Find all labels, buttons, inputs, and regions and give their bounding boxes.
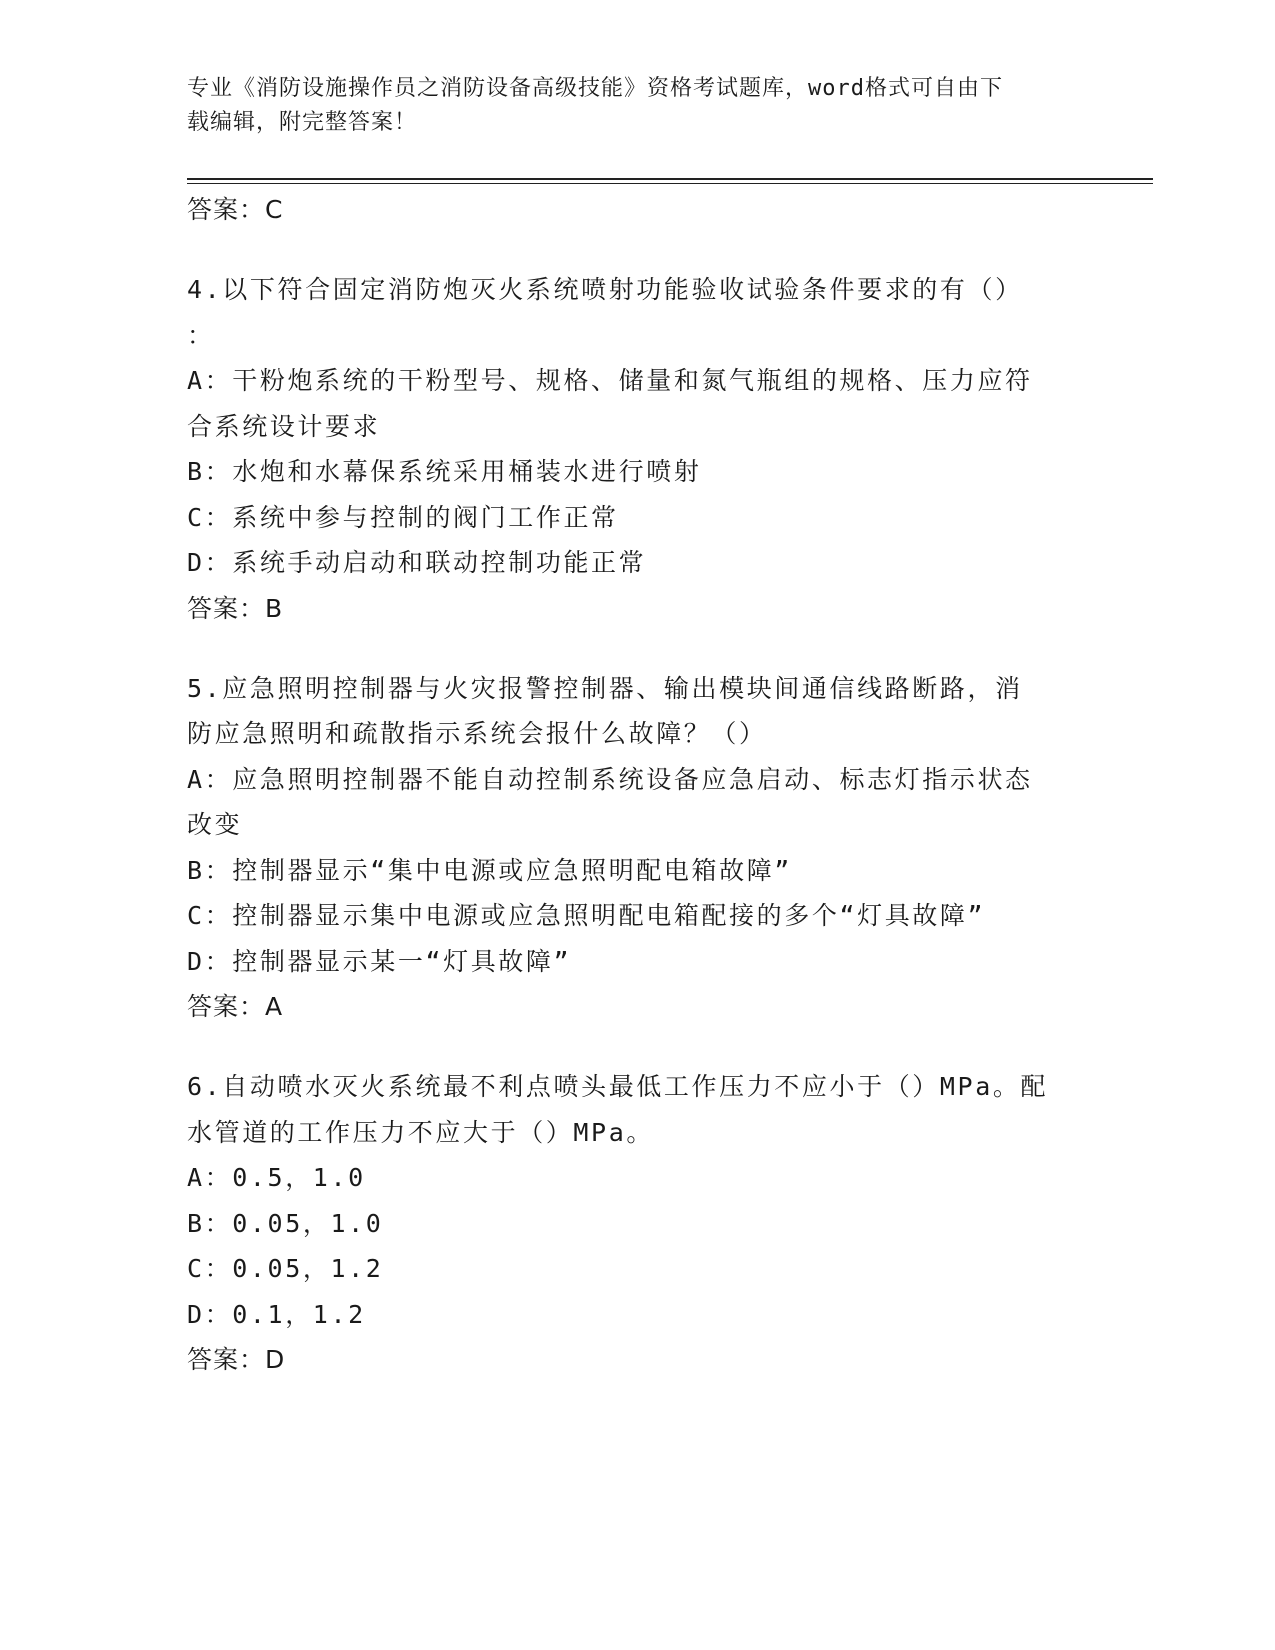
option-text-line: A：应急照明控制器不能自动控制系统设备应急启动、标志灯指示状态 <box>187 764 1033 794</box>
question-text-line: 水管道的工作压力不应大于（）MPa。 <box>187 1117 654 1147</box>
answer-label: 答案：D <box>187 1345 286 1374</box>
option-b: B：0.05，1.0 <box>187 1208 384 1238</box>
option-text-line: 改变 <box>187 810 243 839</box>
option-c: C：系统中参与控制的阀门工作正常 <box>187 502 619 532</box>
option-d: D：系统手动启动和联动控制功能正常 <box>187 548 647 577</box>
document-header <box>187 72 1087 140</box>
option-d: D：0.1，1.2 <box>187 1299 366 1329</box>
option-text-line: 合系统设计要求 <box>187 411 381 441</box>
answer-label: 答案：A <box>187 992 284 1021</box>
option-a <box>187 358 1087 449</box>
option-c: C：0.05，1.2 <box>187 1254 384 1283</box>
question-6 <box>187 1064 1087 1383</box>
question-text-line: 4.以下符合固定消防炮灭火系统喷射功能验收试验条件要求的有（） <box>187 275 1023 304</box>
answer-label: 答案：C <box>187 195 284 224</box>
header-divider-thin <box>187 183 1153 184</box>
option-d: D：控制器显示某一“灯具故障” <box>187 946 572 976</box>
question-list <box>187 187 1087 1383</box>
header-line-1: 专业《消防设施操作员之消防设备高级技能》资格考试题库，word格式可自由下 <box>187 76 1003 101</box>
header-divider <box>187 178 1153 180</box>
question-text-line: 6.自动喷水灭火系统最不利点喷头最低工作压力不应小于（）MPa。配 <box>187 1072 1049 1101</box>
header-line-2: 载编辑，附完整答案！ <box>187 110 418 135</box>
question-4 <box>187 267 1087 632</box>
question-text-line: ： <box>187 320 215 350</box>
question-5 <box>187 666 1087 1031</box>
option-b: B：水炮和水幕保系统采用桶装水进行喷射 <box>187 457 702 486</box>
question-text-line: 5.应急照明控制器与火灾报警控制器、输出模块间通信线路断路，消 <box>187 673 1023 703</box>
question-text-line: 防应急照明和疏散指示系统会报什么故障？（） <box>187 719 767 748</box>
answer-label: 答案：B <box>187 593 284 623</box>
option-a <box>187 757 1087 848</box>
option-text-line: A：干粉炮系统的干粉型号、规格、储量和氮气瓶组的规格、压力应符 <box>187 366 1033 395</box>
option-a: A：0.5，1.0 <box>187 1163 366 1192</box>
option-c: C：控制器显示集中电源或应急照明配电箱配接的多个“灯具故障” <box>187 901 986 930</box>
option-b: B：控制器显示“集中电源或应急照明配电箱故障” <box>187 855 792 885</box>
